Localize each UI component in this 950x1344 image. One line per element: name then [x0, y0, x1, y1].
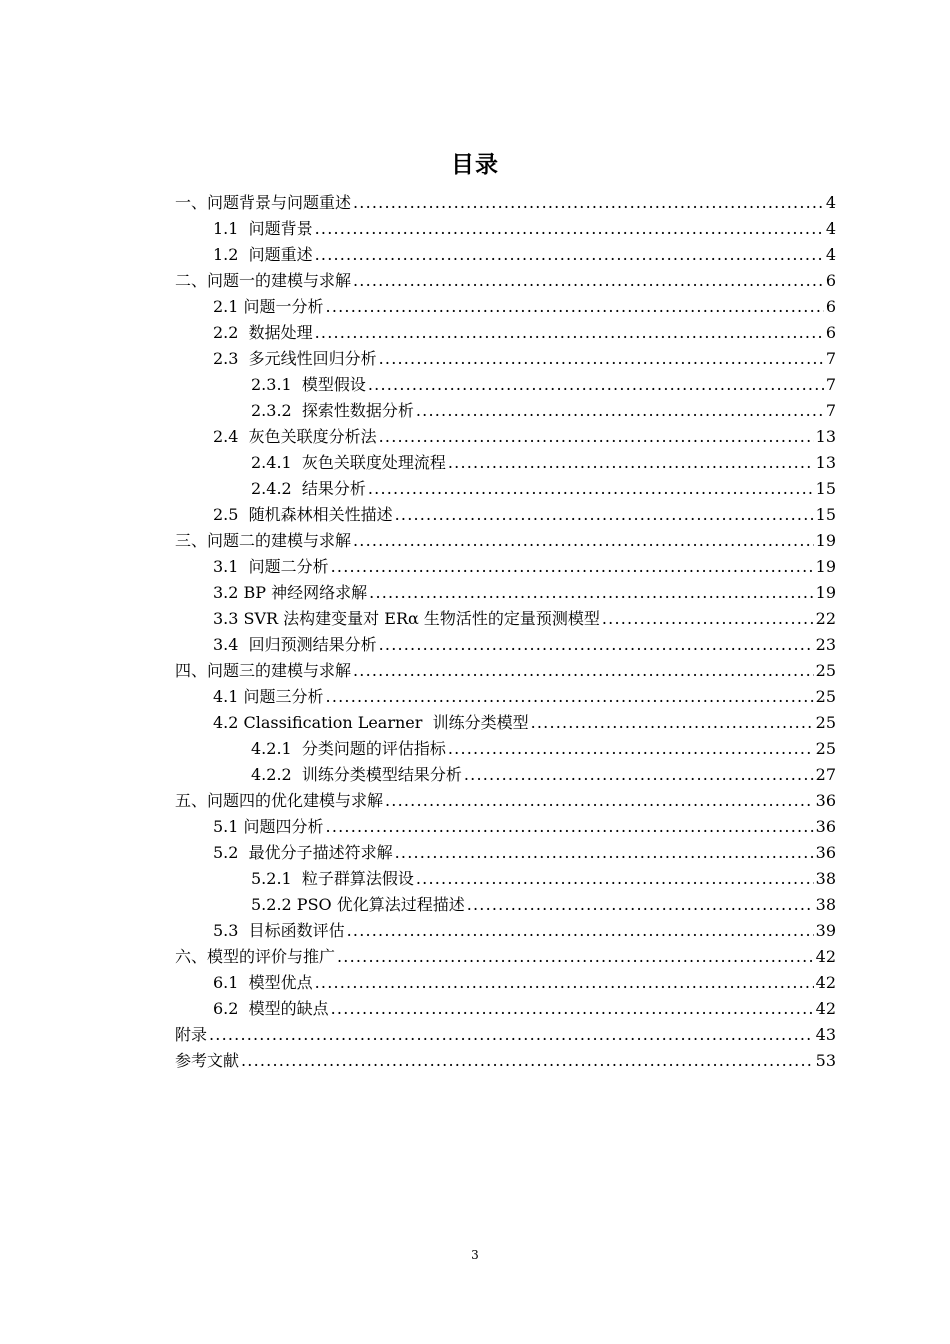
- toc-dot-leader: [385, 788, 814, 814]
- toc-entry-label: 2.4 灰色关联度分析法: [213, 427, 377, 446]
- toc-entry-label: 2.4.1 灰色关联度处理流程: [251, 453, 446, 472]
- toc-dot-leader: [369, 580, 813, 606]
- toc-entry[interactable]: [175, 710, 836, 736]
- toc-entry-page: 36: [815, 817, 836, 836]
- toc-entry-label: 附录: [175, 1025, 208, 1044]
- toc-entry-label: 1.2 问题重述: [213, 245, 313, 264]
- toc-entry[interactable]: [175, 736, 836, 762]
- toc-entry-label: 3.3 SVR 法构建变量对 ERα 生物活性的定量预测模型: [213, 609, 600, 628]
- toc-dot-leader: [368, 372, 824, 398]
- toc-entry-label: 三、问题二的建模与求解: [175, 531, 352, 550]
- toc-entry[interactable]: [175, 346, 836, 372]
- toc-dot-leader: [531, 710, 814, 736]
- toc-entry[interactable]: [175, 502, 836, 528]
- toc-dot-leader: [331, 554, 814, 580]
- toc-entry-label: 2.5 随机森林相关性描述: [213, 505, 393, 524]
- toc-entry-label: 3.2 BP 神经网络求解: [213, 583, 368, 602]
- toc-entry-label: 1.1 问题背景: [213, 219, 313, 238]
- toc-dot-leader: [347, 918, 814, 944]
- toc-entry-label: 2.3 多元线性回归分析: [213, 349, 377, 368]
- toc-dot-leader: [353, 268, 824, 294]
- toc-entry-page: 7: [825, 401, 836, 420]
- toc-entry[interactable]: [175, 398, 836, 424]
- toc-dot-leader: [353, 190, 824, 216]
- toc-dot-leader: [448, 736, 814, 762]
- toc-entry-label: 参考文献: [175, 1051, 240, 1070]
- toc-entry-page: 13: [815, 453, 836, 472]
- toc-entry-label: 四、问题三的建模与求解: [175, 661, 352, 680]
- toc-entry-page: 53: [815, 1051, 836, 1070]
- toc-entry-page: 6: [825, 297, 836, 316]
- toc-dot-leader: [326, 294, 824, 320]
- toc-entry[interactable]: [175, 242, 836, 268]
- toc-entry[interactable]: [175, 632, 836, 658]
- toc-entry-label: 2.1 问题一分析: [213, 297, 324, 316]
- toc-dot-leader: [353, 658, 814, 684]
- toc-entry-page: 15: [815, 505, 836, 524]
- toc-dot-leader: [315, 320, 824, 346]
- toc-entry[interactable]: [175, 1022, 836, 1048]
- toc-entry-label: 5.1 问题四分析: [213, 817, 324, 836]
- toc-entry[interactable]: [175, 658, 836, 684]
- toc-entry-page: 19: [815, 531, 836, 550]
- toc-entry-page: 25: [815, 661, 836, 680]
- toc-dot-leader: [467, 892, 814, 918]
- toc-entry[interactable]: [175, 684, 836, 710]
- toc-entry-page: 42: [815, 999, 836, 1018]
- toc-entry[interactable]: [175, 372, 836, 398]
- toc-entry-page: 43: [815, 1025, 836, 1044]
- toc-entry[interactable]: [175, 944, 836, 970]
- toc-entry[interactable]: [175, 788, 836, 814]
- toc-entry[interactable]: [175, 1048, 836, 1074]
- toc-entry-label: 2.3.1 模型假设: [251, 375, 366, 394]
- toc-entry[interactable]: [175, 216, 836, 242]
- toc-dot-leader: [379, 424, 814, 450]
- toc-entry[interactable]: [175, 814, 836, 840]
- toc-entry-label: 一、问题背景与问题重述: [175, 193, 352, 212]
- toc-entry-label: 5.2.2 PSO 优化算法过程描述: [251, 895, 465, 914]
- toc-entry-page: 25: [815, 739, 836, 758]
- toc-dot-leader: [416, 866, 814, 892]
- toc-entry[interactable]: [175, 840, 836, 866]
- toc-entry-page: 4: [825, 193, 836, 212]
- toc-dot-leader: [379, 632, 814, 658]
- toc-entry-page: 36: [815, 843, 836, 862]
- toc-entry-page: 6: [825, 323, 836, 342]
- toc-entry-label: 6.2 模型的缺点: [213, 999, 329, 1018]
- toc-entry[interactable]: [175, 606, 836, 632]
- toc-entry-page: 38: [815, 869, 836, 888]
- toc-entry-label: 五、问题四的优化建模与求解: [175, 791, 384, 810]
- toc-dot-leader: [395, 840, 814, 866]
- toc-entry-label: 4.2 Classification Learner 训练分类模型: [213, 713, 529, 732]
- toc-entry-page: 25: [815, 687, 836, 706]
- toc-entry[interactable]: [175, 918, 836, 944]
- toc-entry-label: 5.2 最优分子描述符求解: [213, 843, 393, 862]
- toc-entry-label: 4.2.1 分类问题的评估指标: [251, 739, 446, 758]
- toc-dot-leader: [315, 216, 824, 242]
- toc-dot-leader: [241, 1048, 814, 1074]
- toc-dot-leader: [368, 476, 814, 502]
- page-number: 3: [471, 1248, 479, 1262]
- toc-entry-page: 4: [825, 245, 836, 264]
- toc-entry[interactable]: [175, 190, 836, 216]
- toc-dot-leader: [379, 346, 824, 372]
- toc-entry-label: 4.2.2 训练分类模型结果分析: [251, 765, 462, 784]
- toc-entry-label: 5.3 目标函数评估: [213, 921, 345, 940]
- toc-entry-page: 27: [815, 765, 836, 784]
- toc-entry[interactable]: [175, 970, 836, 996]
- toc-entry-label: 6.1 模型优点: [213, 973, 313, 992]
- toc-entry-page: 38: [815, 895, 836, 914]
- toc-entry[interactable]: [175, 424, 836, 450]
- toc-entry-page: 7: [825, 349, 836, 368]
- toc-entry-page: 19: [815, 583, 836, 602]
- toc-entry-page: 15: [815, 479, 836, 498]
- toc-entry-page: 42: [815, 973, 836, 992]
- toc-entry-label: 六、模型的评价与推广: [175, 947, 336, 966]
- toc-entry[interactable]: [175, 528, 836, 554]
- toc-entry-page: 6: [825, 271, 836, 290]
- toc-entry[interactable]: [175, 762, 836, 788]
- toc-entry[interactable]: [175, 892, 836, 918]
- toc-dot-leader: [353, 528, 814, 554]
- toc-dot-leader: [326, 814, 814, 840]
- toc-entry-page: 39: [815, 921, 836, 940]
- toc-entry-page: 25: [815, 713, 836, 732]
- toc-dot-leader: [464, 762, 814, 788]
- toc-entry[interactable]: [175, 476, 836, 502]
- toc-dot-leader: [395, 502, 814, 528]
- toc-entry[interactable]: [175, 580, 836, 606]
- table-of-contents: [175, 190, 836, 1074]
- toc-entry-page: 42: [815, 947, 836, 966]
- toc-entry-page: 7: [825, 375, 836, 394]
- toc-entry[interactable]: [175, 294, 836, 320]
- toc-entry[interactable]: [175, 268, 836, 294]
- toc-entry-page: 36: [815, 791, 836, 810]
- toc-entry-label: 二、问题一的建模与求解: [175, 271, 352, 290]
- toc-entry[interactable]: [175, 866, 836, 892]
- toc-entry-page: 19: [815, 557, 836, 576]
- toc-dot-leader: [209, 1022, 814, 1048]
- toc-entry[interactable]: [175, 554, 836, 580]
- toc-entry-page: 22: [815, 609, 836, 628]
- toc-entry-label: 4.1 问题三分析: [213, 687, 324, 706]
- toc-dot-leader: [337, 944, 814, 970]
- toc-dot-leader: [326, 684, 814, 710]
- toc-dot-leader: [448, 450, 814, 476]
- toc-entry-page: 13: [815, 427, 836, 446]
- toc-entry[interactable]: [175, 450, 836, 476]
- toc-title: 目录: [451, 152, 499, 178]
- toc-entry-label: 2.3.2 探索性数据分析: [251, 401, 414, 420]
- toc-dot-leader: [331, 996, 814, 1022]
- toc-entry[interactable]: [175, 996, 836, 1022]
- toc-entry-label: 3.4 回归预测结果分析: [213, 635, 377, 654]
- toc-entry-label: 2.2 数据处理: [213, 323, 313, 342]
- toc-dot-leader: [416, 398, 824, 424]
- toc-entry-page: 23: [815, 635, 836, 654]
- toc-entry-label: 5.2.1 粒子群算法假设: [251, 869, 414, 888]
- toc-entry-label: 2.4.2 结果分析: [251, 479, 366, 498]
- toc-entry-label: 3.1 问题二分析: [213, 557, 329, 576]
- toc-entry[interactable]: [175, 320, 836, 346]
- toc-dot-leader: [315, 242, 824, 268]
- toc-dot-leader: [315, 970, 814, 996]
- toc-dot-leader: [602, 606, 814, 632]
- toc-entry-page: 4: [825, 219, 836, 238]
